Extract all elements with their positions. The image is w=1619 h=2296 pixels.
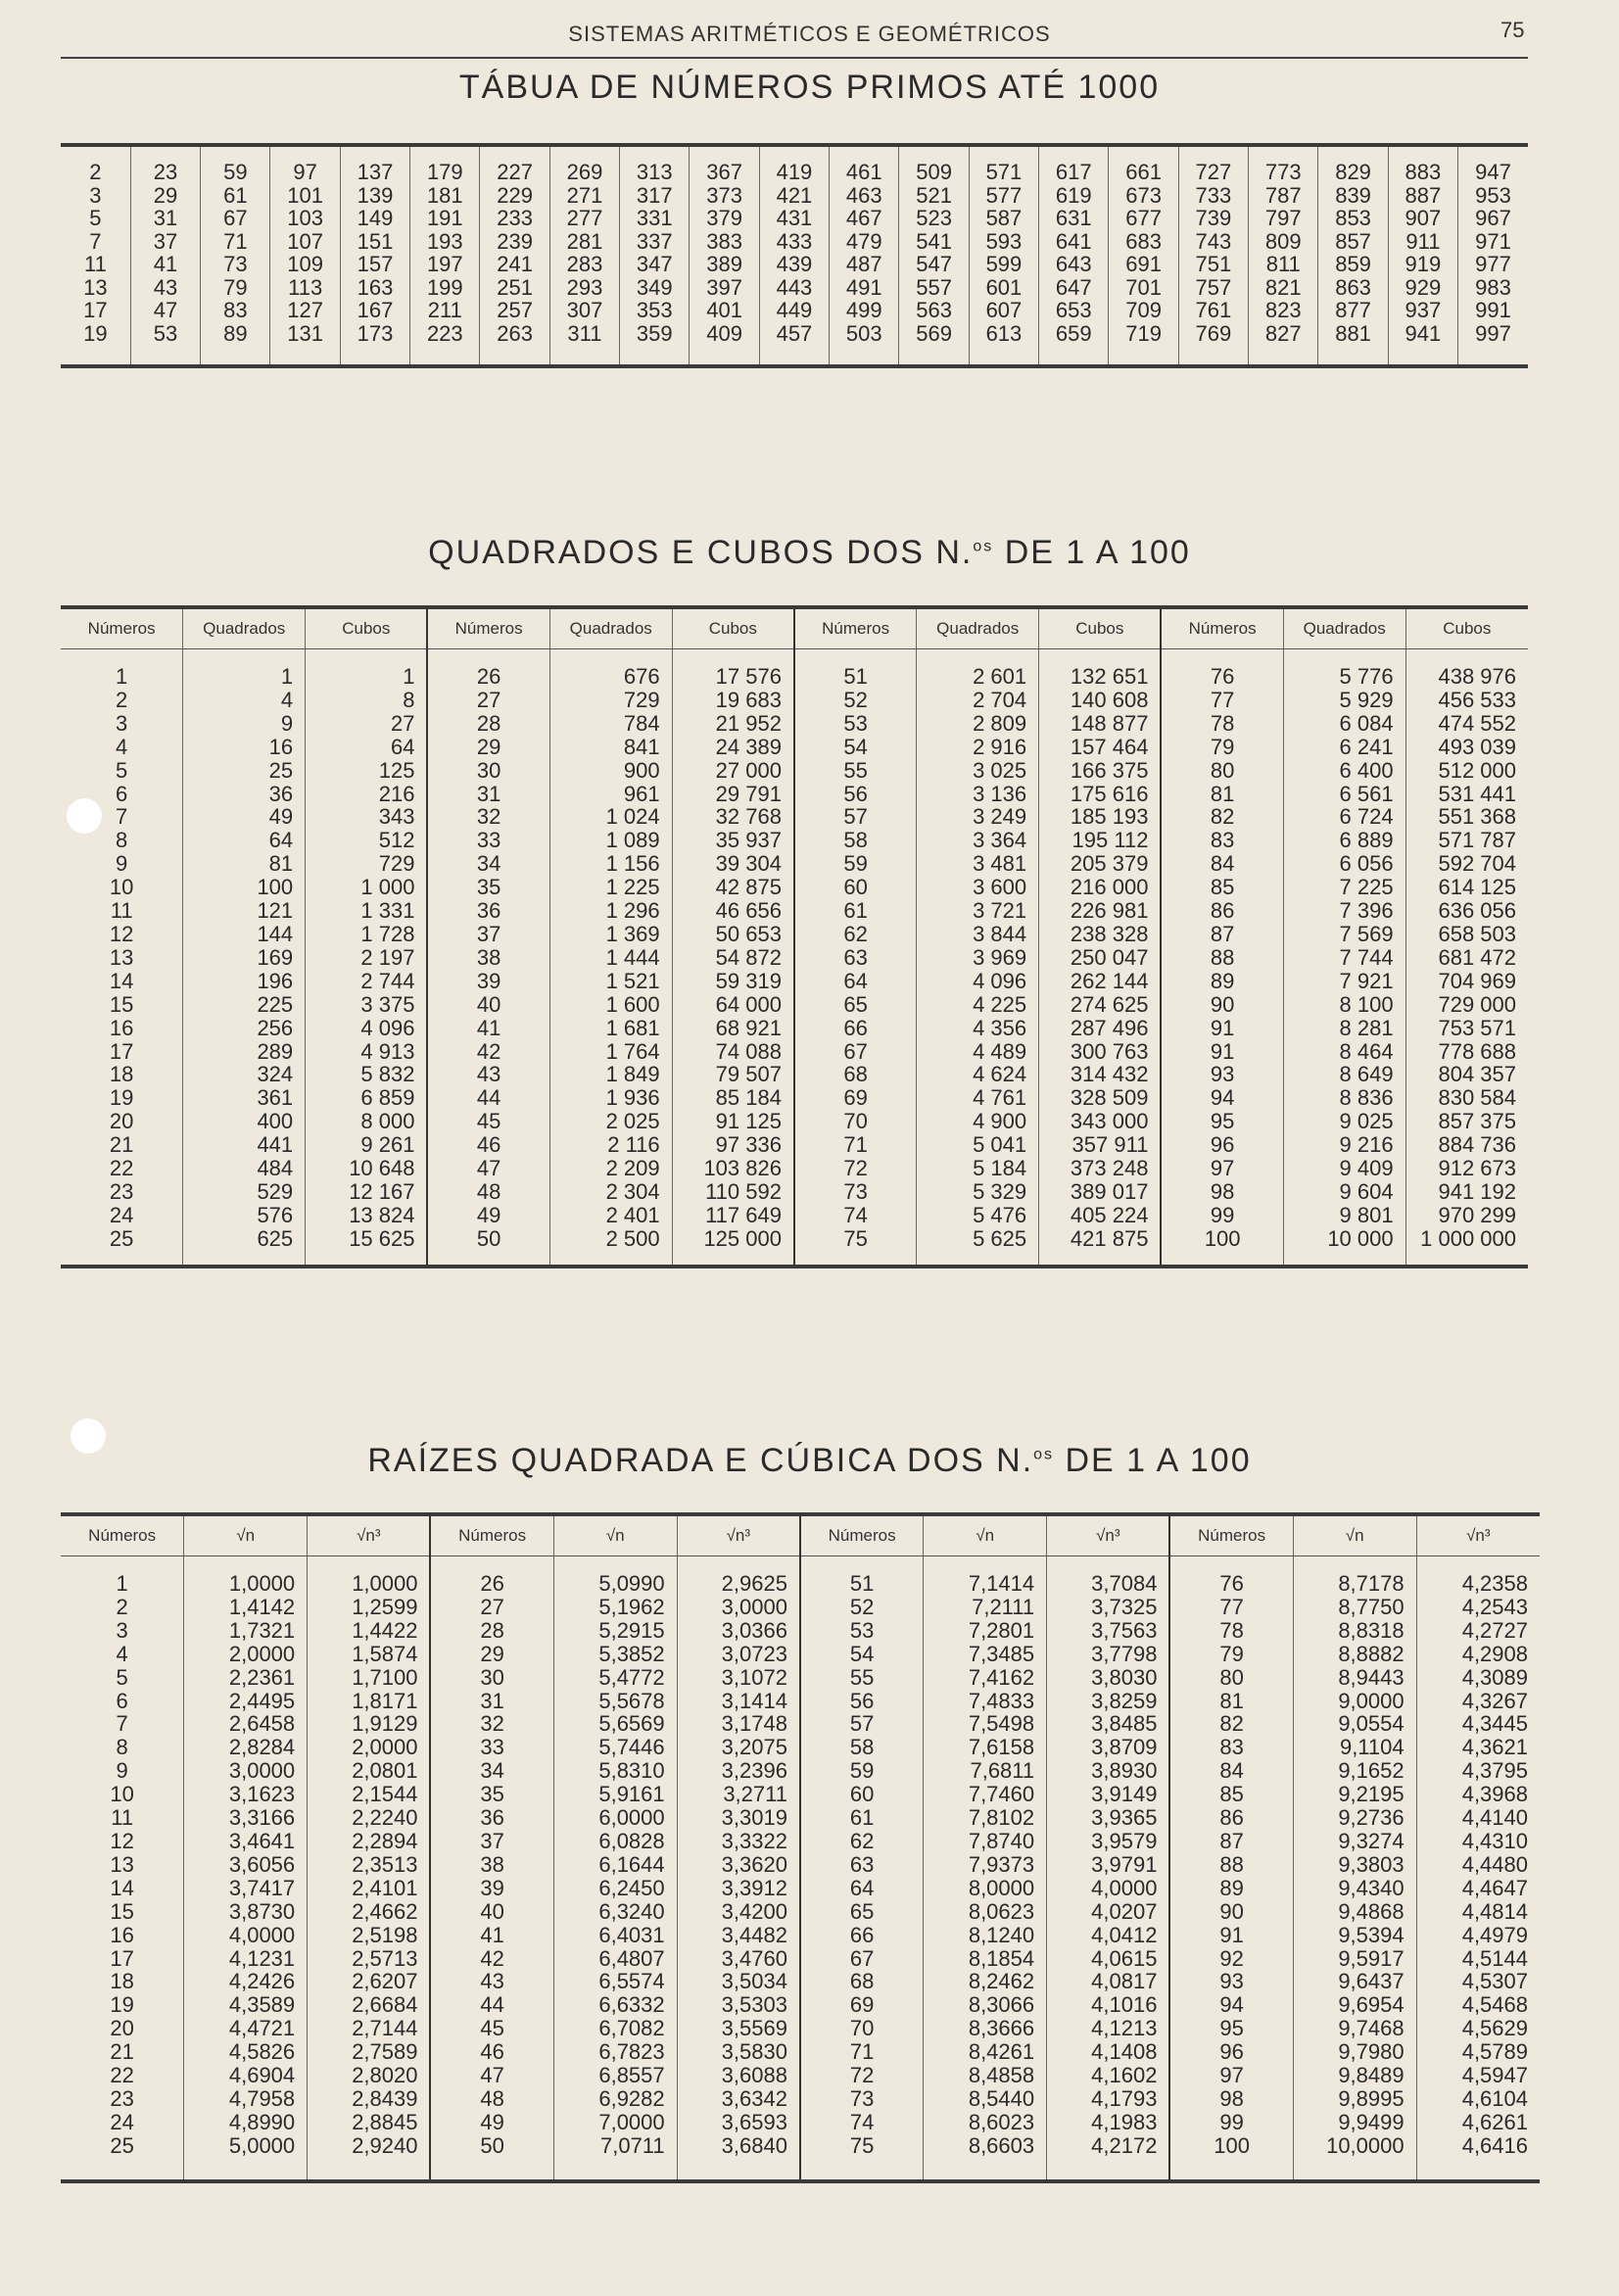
roots-sqrt-col-4-values: 8,7178 8,7750 8,8318 8,8882 8,9443 9,0000 9,0554 9,1104 9,1652 9,2195 9,2736 9,3274 9,3803 9,4340 9,4868 9,5394 9,5917 9,6437 9,6954 9,7468 9,7980 9,8489 9,8995 9,9499 10,0000 (1326, 1571, 1405, 2158)
sc-squares-col-1-values: 1 4 9 16 25 36 49 64 81 100 121 144 169 196 225 256 289 324 361 400 441 484 529 576 625 (257, 664, 294, 1251)
roots-cbrt-col-2-values: 2,9625 3,0000 3,0366 3,0723 3,1072 3,1414 3,1748 3,2075 3,2396 3,2711 3,3019 3,3322 3,3620 3,3912 3,4200 3,4482 3,4760 3,5034 3,5303 3,5569 3,5830 3,6088 3,6342 3,6593 3,6840 (721, 1571, 787, 2158)
primes-column-12 (830, 145, 899, 366)
primes-column-18 (1249, 145, 1318, 366)
roots-sqrt-col-3 (924, 1556, 1047, 2182)
primes-column-2-values: 23 29 31 37 41 43 47 53 (153, 160, 178, 346)
squares-cubes-title-main: QUADRADOS E CUBOS DOS N. (428, 534, 974, 571)
squares-cubes-header-squares-2: Quadrados (549, 607, 672, 649)
roots-cbrt-col-1-values: 1,0000 1,2599 1,4422 1,5874 1,7100 1,8171 1,9129 2,0000 2,0801 2,1544 2,2240 2,2894 2,3513 2,4101 2,4662 2,5198 2,5713 2,6207 2,6684 2,7144 2,7589 2,8020 2,8439 2,8845 2,9240 (352, 1571, 418, 2158)
primes-column-6-values: 179 181 191 193 197 199 211 223 (426, 160, 463, 346)
roots-cbrt-col-1 (308, 1556, 431, 2182)
sc-numbers-col-4-values: 76 77 78 79 80 81 82 83 84 85 86 87 88 89 90 91 91 93 94 95 96 97 98 99 100 (1204, 664, 1241, 1251)
primes-column-6 (410, 145, 480, 366)
primes-column-15 (1039, 145, 1109, 366)
roots-table (61, 1512, 1540, 2183)
squares-cubes-header-row (61, 607, 1528, 649)
roots-sqrt-col-1-values: 1,0000 1,4142 1,7321 2,0000 2,2361 2,4495 2,6458 2,8284 3,0000 3,1623 3,3166 3,4641 3,6056 3,7417 3,8730 4,0000 4,1231 4,2426 4,3589 4,4721 4,5826 4,6904 4,7958 4,8990 5,0000 (228, 1571, 296, 2158)
roots-numbers-col-1 (61, 1556, 184, 2182)
sc-squares-col-1 (183, 649, 306, 1268)
roots-title (0, 1442, 1619, 1480)
sc-squares-col-4 (1283, 649, 1405, 1268)
sc-numbers-col-2-values: 26 27 28 29 30 31 32 33 34 35 36 37 38 39 40 41 42 43 44 45 46 47 48 49 50 (476, 664, 501, 1251)
primes-column-11-values: 419 421 431 433 439 443 449 457 (776, 160, 813, 346)
squares-cubes-row (61, 649, 1528, 1268)
roots-cbrt-col-2 (677, 1556, 800, 2182)
primes-column-10 (690, 145, 759, 366)
primes-column-12-values: 461 463 467 479 487 491 499 503 (845, 160, 882, 346)
squares-cubes-header-cubes-2: Cubos (672, 607, 794, 649)
roots-cbrt-col-3-values: 3,7084 3,7325 3,7563 3,7798 3,8030 3,8259 3,8485 3,8709 3,8930 3,9149 3,9365 3,9579 3,9791 4,0000 4,0207 4,0412 4,0615 4,0817 4,1016 4,1213 4,1408 4,1602 4,1793 4,1983 4,2172 (1091, 1571, 1158, 2158)
roots-numbers-col-2 (430, 1556, 553, 2182)
primes-column-15-values: 617 619 631 641 643 647 653 659 (1055, 160, 1092, 346)
squares-cubes-header-cubes-3: Cubos (1039, 607, 1162, 649)
primes-column-5 (340, 145, 409, 366)
squares-cubes-header-numbers-1: Números (61, 607, 183, 649)
roots-title-tail: DE 1 A 100 (1054, 1442, 1252, 1479)
sc-numbers-col-3-values: 51 52 53 54 55 56 57 58 59 60 61 62 63 64 65 66 67 68 69 70 71 72 73 74 75 (843, 664, 868, 1251)
roots-sqrt-col-2-values: 5,0990 5,1962 5,2915 5,3852 5,4772 5,5678 5,6569 5,7446 5,8310 5,9161 6,0000 6,0828 6,1644 6,2450 6,3240 6,4031 6,4807 6,5574 6,6332 6,7082 6,7823 6,8557 6,9282 7,0000 7,0711 (598, 1571, 665, 2158)
primes-column-8-values: 269 271 277 281 283 293 307 311 (566, 160, 603, 346)
sc-numbers-col-3 (794, 649, 917, 1268)
roots-header-numbers-4: Números (1169, 1514, 1293, 1556)
roots-sqrt-col-1 (184, 1556, 308, 2182)
squares-cubes-header-squares-3: Quadrados (917, 607, 1039, 649)
primes-column-7 (480, 145, 549, 366)
primes-title: TÁBUA DE NÚMEROS PRIMOS ATÉ 1000 (458, 69, 1161, 106)
roots-numbers-col-3 (800, 1556, 924, 2182)
primes-column-2 (130, 145, 200, 366)
primes-column-13-values: 509 521 523 541 547 557 563 569 (916, 160, 952, 346)
primes-column-21-values: 947 953 967 971 977 983 991 997 (1475, 160, 1511, 346)
sc-cubes-col-3-values: 132 651 140 608 148 877 157 464 166 375 175 616 185 193 195 112 205 379 216 000 226 981 238 328 250 047 262 144 274 625 287 496 300 763 314 432 328 509 343 000 357 911 373 248 389 017 405 224 421 875 (1070, 664, 1149, 1251)
roots-numbers-col-4 (1169, 1556, 1293, 2182)
primes-column-5-values: 137 139 149 151 157 163 167 173 (357, 160, 394, 346)
primes-column-8 (549, 145, 619, 366)
roots-header-sqrt-4: √n (1293, 1514, 1416, 1556)
primes-column-4-values: 97 101 103 107 109 113 127 131 (287, 160, 323, 346)
squares-cubes-header-numbers-3: Números (794, 607, 917, 649)
primes-column-18-values: 773 787 797 809 811 821 823 827 (1264, 160, 1302, 346)
primes-column-20 (1388, 145, 1457, 366)
primes-column-19 (1318, 145, 1388, 366)
primes-column-9 (620, 145, 690, 366)
squares-cubes-header-squares-4: Quadrados (1283, 607, 1405, 649)
primes-column-16 (1109, 145, 1178, 366)
sc-squares-col-4-values: 5 776 5 929 6 084 6 241 6 400 6 561 6 724 6 889 6 056 7 225 7 396 7 569 7 744 7 921 8 100 8 281 8 464 8 649 8 836 9 025 9 216 9 409 9 604 9 801 10 000 (1327, 664, 1394, 1251)
roots-header-numbers-3: Números (800, 1514, 924, 1556)
primes-column-4 (270, 145, 340, 366)
roots-numbers-col-1-values: 1 2 3 4 5 6 7 8 9 10 11 12 13 14 15 16 17 18 19 20 21 22 23 24 25 (110, 1571, 134, 2158)
primes-column-17 (1178, 145, 1248, 366)
primes-column-7-values: 227 229 233 239 241 251 257 263 (497, 160, 533, 346)
sc-cubes-col-4 (1405, 649, 1528, 1268)
primes-column-14-values: 571 577 587 593 599 601 607 613 (985, 160, 1023, 346)
primes-column-1-values: 2 3 5 7 11 13 17 19 (83, 160, 108, 346)
squares-cubes-header-cubes-4: Cubos (1405, 607, 1528, 649)
squares-cubes-title (0, 534, 1619, 572)
sc-numbers-col-4 (1161, 649, 1283, 1268)
page-number: 75 (1500, 18, 1525, 42)
primes-column-14 (969, 145, 1038, 366)
squares-cubes-header-squares-1: Quadrados (183, 607, 306, 649)
sc-squares-col-2 (549, 649, 672, 1268)
roots-header-sqrt-3: √n (924, 1514, 1047, 1556)
primes-column-1 (61, 145, 130, 366)
primes-column-21 (1458, 145, 1528, 366)
roots-numbers-col-2-values: 26 27 28 29 30 31 32 33 34 35 36 37 38 39 40 41 42 43 44 45 46 47 48 49 50 (480, 1571, 504, 2158)
sc-cubes-col-1 (306, 649, 428, 1268)
roots-numbers-col-4-values: 76 77 78 79 80 81 82 83 84 85 86 87 88 89 90 91 92 93 94 95 96 97 98 99 100 (1214, 1571, 1250, 2158)
roots-cbrt-col-4 (1416, 1556, 1540, 2182)
primes-column-19-values: 829 839 853 857 859 863 877 881 (1335, 160, 1371, 346)
primes-column-16-values: 661 673 677 683 691 701 709 719 (1125, 160, 1162, 346)
squares-cubes-header-cubes-1: Cubos (306, 607, 428, 649)
running-title: SISTEMAS ARITMÉTICOS E GEOMÉTRICOS (568, 22, 1051, 46)
sc-cubes-col-2 (672, 649, 794, 1268)
sc-numbers-col-2 (427, 649, 549, 1268)
roots-sqrt-col-2 (553, 1556, 677, 2182)
primes-column-9-values: 313 317 331 337 347 349 353 359 (636, 160, 673, 346)
squares-cubes-header-numbers-4: Números (1161, 607, 1283, 649)
header-rule (61, 57, 1528, 59)
sc-squares-col-2-values: 676 729 784 841 900 961 1 024 1 089 1 156 1 225 1 296 1 369 1 444 1 521 1 600 1 681 1 764 1 849 1 936 2 025 2 116 2 209 2 304 2 401 2 500 (605, 664, 660, 1251)
roots-header-numbers-2: Números (430, 1514, 553, 1556)
sc-squares-col-3 (917, 649, 1039, 1268)
roots-header-cbrt-1: √n³ (308, 1514, 431, 1556)
roots-header-cbrt-2: √n³ (677, 1514, 800, 1556)
sc-cubes-col-3 (1039, 649, 1162, 1268)
primes-column-20-values: 883 887 907 911 919 929 937 941 (1405, 160, 1442, 346)
roots-title-main: RAÍZES QUADRADA E CÚBICA DOS N. (367, 1442, 1034, 1479)
primes-column-10-values: 367 373 379 383 389 397 401 409 (706, 160, 742, 346)
sc-squares-col-3-values: 2 601 2 704 2 809 2 916 3 025 3 136 3 249 3 364 3 481 3 600 3 721 3 844 3 969 4 096 4 225 4 356 4 489 4 624 4 761 4 900 5 041 5 184 5 329 5 476 5 625 (973, 664, 1027, 1251)
roots-header-cbrt-3: √n³ (1047, 1514, 1170, 1556)
primes-column-3 (201, 145, 270, 366)
primes-table (61, 143, 1528, 368)
sc-cubes-col-4-values: 438 976 456 533 474 552 493 039 512 000 531 441 551 368 571 787 592 704 614 125 636 056 658 503 681 472 704 969 729 000 753 571 778 688 804 357 830 584 857 375 884 736 912 673 941 192 970 299 1 000 000 (1420, 664, 1516, 1251)
sc-cubes-col-1-values: 1 8 27 64 125 216 343 512 729 1 000 1 331 1 728 2 197 2 744 3 375 4 096 4 913 5 832 6 859 8 000 9 261 10 648 12 167 13 824 15 625 (349, 664, 415, 1251)
roots-header-cbrt-4: √n³ (1416, 1514, 1540, 1556)
sc-numbers-col-1 (61, 649, 183, 1268)
squares-cubes-title-tail: DE 1 A 100 (993, 534, 1191, 571)
roots-sqrt-col-4 (1293, 1556, 1416, 2182)
roots-title-sup: os (1033, 1446, 1055, 1463)
squares-cubes-header-numbers-2: Números (427, 607, 549, 649)
roots-header-numbers-1: Números (61, 1514, 184, 1556)
squares-cubes-table (61, 605, 1528, 1268)
roots-row (61, 1556, 1540, 2182)
roots-cbrt-col-3 (1047, 1556, 1170, 2182)
primes-column-11 (759, 145, 829, 366)
primes-column-17-values: 727 733 739 743 751 757 761 769 (1195, 160, 1232, 346)
sc-cubes-col-2-values: 17 576 19 683 21 952 24 389 27 000 29 791 32 768 35 937 39 304 42 875 46 656 50 653 54 872 59 319 64 000 68 921 74 088 79 507 85 184 91 125 97 336 103 826 110 592 117 649 125 000 (703, 664, 782, 1251)
squares-cubes-title-sup: os (973, 538, 994, 555)
sc-numbers-col-1-values: 1 2 3 4 5 6 7 8 9 10 11 12 13 14 15 16 17 18 19 20 21 22 23 24 25 (109, 664, 134, 1251)
roots-header-row (61, 1514, 1540, 1556)
primes-column-3-values: 59 61 67 71 73 79 83 89 (223, 160, 248, 346)
primes-column-13 (899, 145, 969, 366)
roots-cbrt-col-4-values: 4,2358 4,2543 4,2727 4,2908 4,3089 4,3267 4,3445 4,3621 4,3795 4,3968 4,4140 4,4310 4,4480 4,4647 4,4814 4,4979 4,5144 4,5307 4,5468 4,5629 4,5789 4,5947 4,6104 4,6261 4,6416 (1461, 1571, 1528, 2158)
roots-sqrt-col-3-values: 7,1414 7,2111 7,2801 7,3485 7,4162 7,4833 7,5498 7,6158 7,6811 7,7460 7,8102 7,8740 7,9373 8,0000 8,0623 8,1240 8,1854 8,2462 8,3066 8,3666 8,4261 8,4858 8,5440 8,6023 8,6603 (968, 1571, 1035, 2158)
primes-row (61, 145, 1528, 366)
roots-header-sqrt-2: √n (553, 1514, 677, 1556)
roots-numbers-col-3-values: 51 52 53 54 55 56 57 58 59 60 61 62 63 64 65 66 67 68 69 70 71 72 73 74 75 (849, 1571, 875, 2158)
roots-header-sqrt-1: √n (184, 1514, 308, 1556)
